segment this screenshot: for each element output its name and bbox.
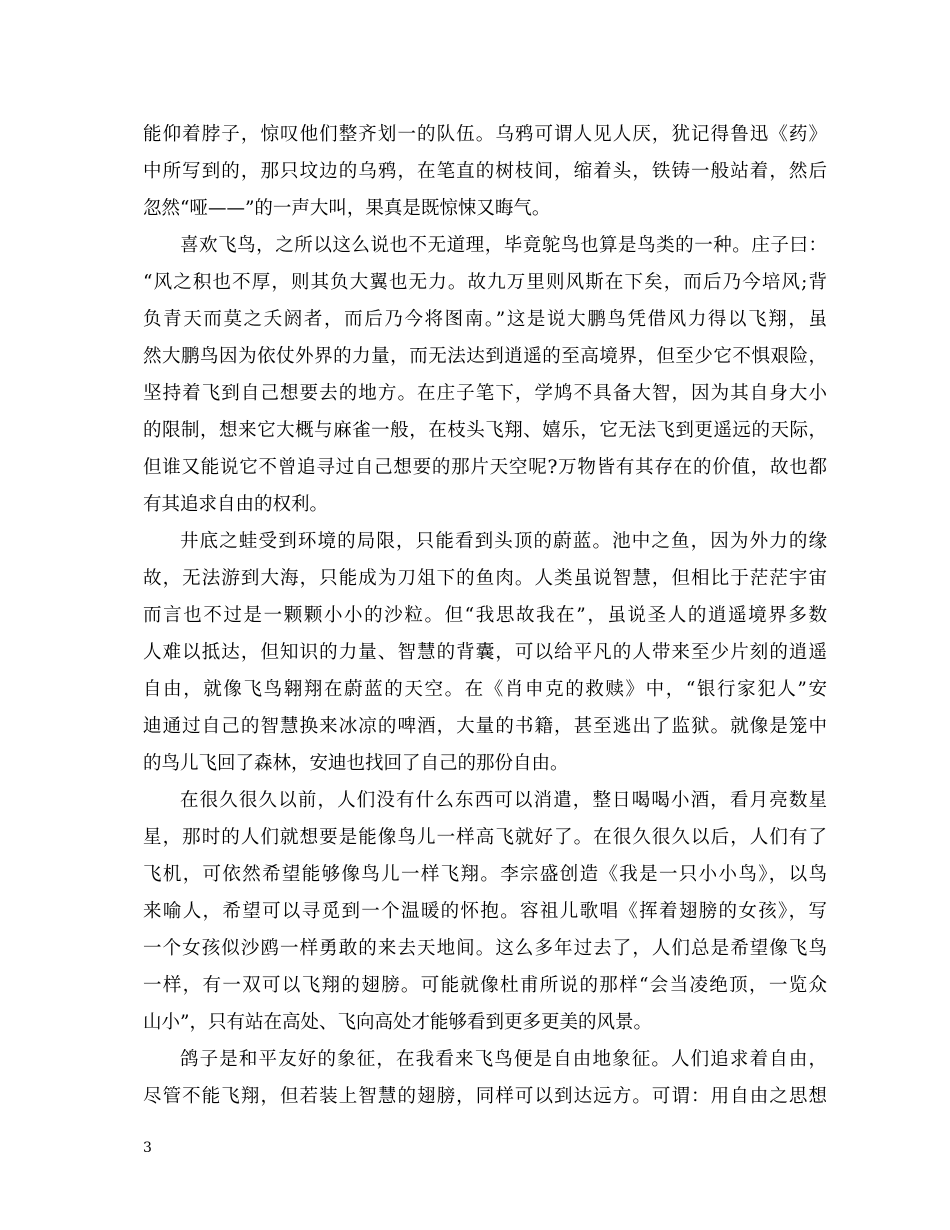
text-line: 负青天而莫之夭阏者，而后乃今将图南。”这是说大鹏鸟凭借风力得以飞翔，虽	[143, 309, 827, 330]
text-line: 能仰着脖子，惊叹他们整齐划一的队伍。乌鸦可谓人见人厌，犹记得鲁迅《药》	[143, 124, 827, 145]
text-line: 坚持着飞到自己想要去的地方。在庄子笔下，学鸠不具备大智，因为其自身大小	[143, 383, 827, 404]
text-line: 山小”，只有站在高处、飞向高处才能够看到更多更美的风景。	[143, 1012, 652, 1033]
text-line: 的限制，想来它大概与麻雀一般，在枝头飞翔、嬉乐，它无法飞到更遥远的天际，	[143, 420, 827, 441]
paragraph	[143, 227, 827, 523]
text-line: 尽管不能飞翔，但若装上智慧的翅膀，同样可以到达远方。可谓：用自由之思想	[143, 1086, 827, 1107]
text-line: 然大鹏鸟因为依仗外界的力量，而无法达到逍遥的至高境界，但至少它不惧艰险，	[143, 346, 827, 367]
text-line: 来喻人，希望可以寻觅到一个温暖的怀抱。容祖儿歌唱《挥着翅膀的女孩》，写	[143, 901, 827, 922]
text-line: 鸽子是和平友好的象征，在我看来飞鸟便是自由地象征。人们追求着自由，	[180, 1049, 827, 1070]
paragraph	[143, 523, 827, 782]
text-line: 人难以抵达，但知识的力量、智慧的背囊，可以给平凡的人带来至少片刻的逍遥	[143, 642, 827, 663]
text-line: 一个女孩似沙鸥一样勇敢的来去天地间。这么多年过去了，人们总是希望像飞鸟	[143, 938, 827, 959]
paragraph	[143, 116, 827, 227]
text-line: 自由，就像飞鸟翱翔在蔚蓝的天空。在《肖申克的救赎》中，“银行家犯人”安	[143, 679, 827, 700]
text-line: 忽然“哑——”的一声大叫，果真是既惊悚又晦气。	[143, 198, 551, 219]
page-number: 3	[143, 1140, 152, 1156]
text-line: 星，那时的人们就想要是能像鸟儿一样高飞就好了。在很久很久以后，人们有了	[143, 827, 827, 848]
text-line: 在很久很久以前，人们没有什么东西可以消遣，整日喝喝小酒，看月亮数星	[180, 790, 827, 811]
paragraph	[143, 782, 827, 1041]
text-line: “风之积也不厚，则其负大翼也无力。故九万里则风斯在下矣，而后乃今培风;背	[143, 272, 827, 293]
text-line: 故，无法游到大海，只能成为刀俎下的鱼肉。人类虽说智慧，但相比于茫茫宇宙	[143, 568, 827, 589]
text-line: 中所写到的，那只坟边的乌鸦，在笔直的树枝间，缩着头，铁铸一般站着，然后	[143, 161, 827, 182]
text-line: 一样，有一双可以飞翔的翅膀。可能就像杜甫所说的那样“会当凌绝顶，一览众	[143, 975, 827, 996]
text-line: 喜欢飞鸟，之所以这么说也不无道理，毕竟鸵鸟也算是鸟类的一种。庄子曰：	[180, 235, 827, 256]
text-line: 飞机，可依然希望能够像鸟儿一样飞翔。李宗盛创造《我是一只小小鸟》，以鸟	[143, 864, 827, 885]
text-line: 的鸟儿飞回了森林，安迪也找回了自己的那份自由。	[143, 753, 569, 774]
text-line: 井底之蛙受到环境的局限，只能看到头顶的蔚蓝。池中之鱼，因为外力的缘	[180, 531, 827, 552]
text-line: 但谁又能说它不曾追寻过自己想要的那片天空呢?万物皆有其存在的价值，故也都	[143, 457, 827, 478]
body-text	[143, 116, 827, 1115]
text-line: 迪通过自己的智慧换来冰凉的啤酒，大量的书籍，甚至逃出了监狱。就像是笼中	[143, 716, 827, 737]
paragraph	[143, 1041, 827, 1115]
text-line: 有其追求自由的权利。	[143, 494, 329, 515]
text-line: 而言也不过是一颗颗小小的沙粒。但“我思故我在”，虽说圣人的逍遥境界多数	[143, 605, 827, 626]
